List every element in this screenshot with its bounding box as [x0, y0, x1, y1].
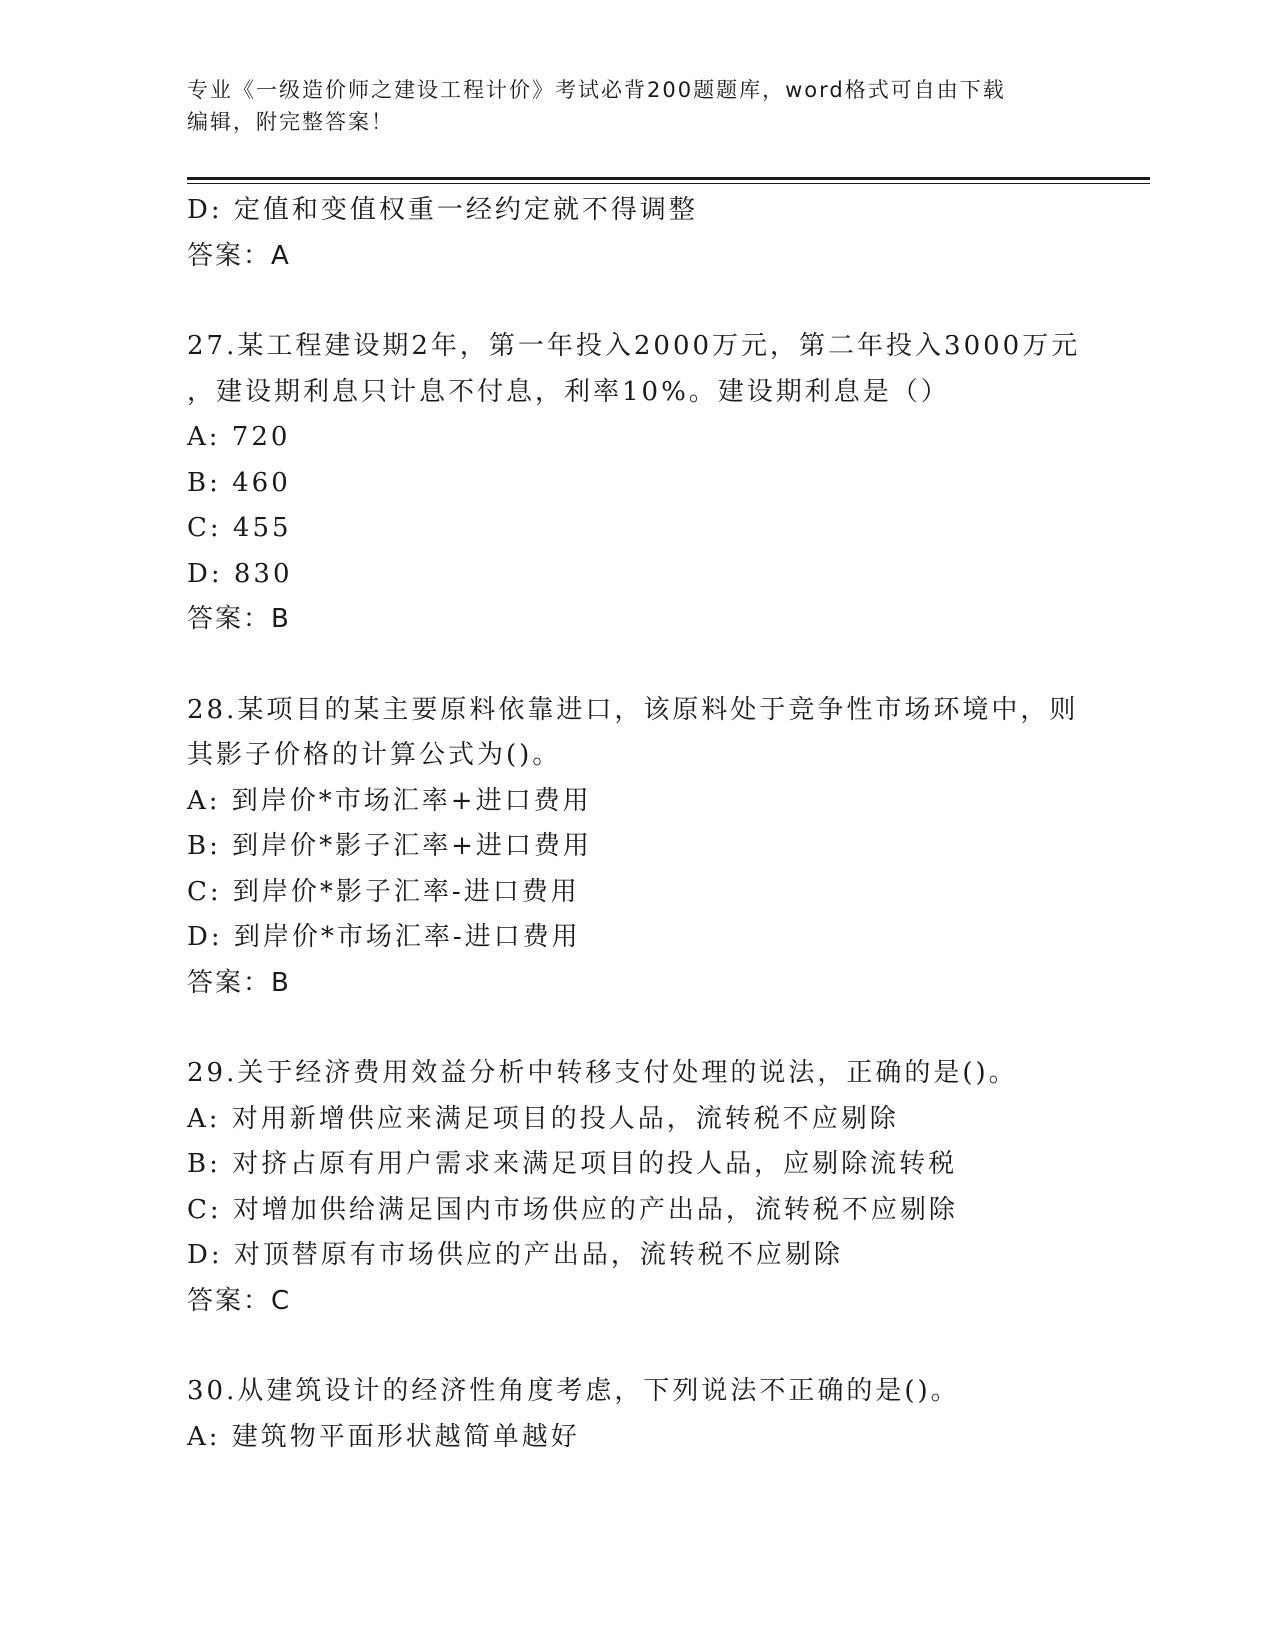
option-a: A: 对用新增供应来满足项目的投人品，流转税不应剔除: [187, 1103, 899, 1134]
option-a: A: 建筑物平面形状越简单越好: [187, 1421, 580, 1452]
answer-line: 答案：C: [187, 1285, 292, 1316]
option-b: B: 460: [187, 467, 291, 498]
header-rule-thick: [187, 177, 1150, 180]
question-29: [187, 1051, 1087, 1324]
option-d: D: 对顶替原有市场供应的产出品，流转税不应剔除: [187, 1240, 843, 1270]
spacer: [187, 643, 1087, 688]
question-stem: 30.从建筑设计的经济性角度考虑，下列说法不正确的是()。: [187, 1376, 960, 1406]
question-stem-continued: ，建设期利息只计息不付息，利率10%。建设期利息是（）: [187, 376, 950, 407]
option-b: B: 到岸价*影子汇率+进口费用: [187, 831, 592, 861]
spacer: [187, 1006, 1087, 1051]
option-a: A: 到岸价*市场汇率+进口费用: [187, 785, 592, 816]
header-line-1: 专业《一级造价师之建设工程计价》考试必背200题题库，word格式可自由下载: [187, 78, 1006, 102]
document-header: [187, 74, 1087, 138]
option-d: D: 到岸价*市场汇率-进口费用: [187, 922, 581, 952]
option-c: C: 到岸价*影子汇率-进口费用: [187, 876, 580, 907]
answer-line: 答案：A: [187, 240, 291, 271]
question-stem: 27.某工程建设期2年，第一年投入2000万元，第二年投入3000万元: [187, 331, 1081, 361]
question-stem: 28.某项目的某主要原料依靠进口，该原料处于竞争性市场环境中，则: [187, 694, 1079, 725]
option-c: C: 对增加供给满足国内市场供应的产出品，流转税不应剔除: [187, 1194, 958, 1225]
option-d: D: 830: [187, 558, 293, 589]
option-a: A: 720: [187, 422, 291, 452]
question-30: [187, 1369, 1087, 1460]
spacer: [187, 1324, 1087, 1369]
header-rule-thin: [187, 183, 1150, 184]
option-c: C: 455: [187, 513, 292, 543]
answer-line: 答案：B: [187, 967, 291, 998]
spacer: [187, 279, 1087, 324]
question-content: [187, 188, 1087, 1460]
option-b: B: 对挤占原有用户需求来满足项目的投人品，应剔除流转税: [187, 1149, 958, 1179]
answer-line: 答案：B: [187, 604, 291, 634]
question-stem-continued: 其影子价格的计算公式为()。: [187, 740, 562, 770]
question-28: [187, 688, 1087, 1007]
header-line-2: 编辑，附完整答案！: [187, 110, 394, 134]
question-27: [187, 324, 1087, 643]
option-d: D: 定值和变值权重一经约定就不得调整: [187, 195, 698, 225]
question-stem: 29.关于经济费用效益分析中转移支付处理的说法，正确的是()。: [187, 1058, 1018, 1088]
